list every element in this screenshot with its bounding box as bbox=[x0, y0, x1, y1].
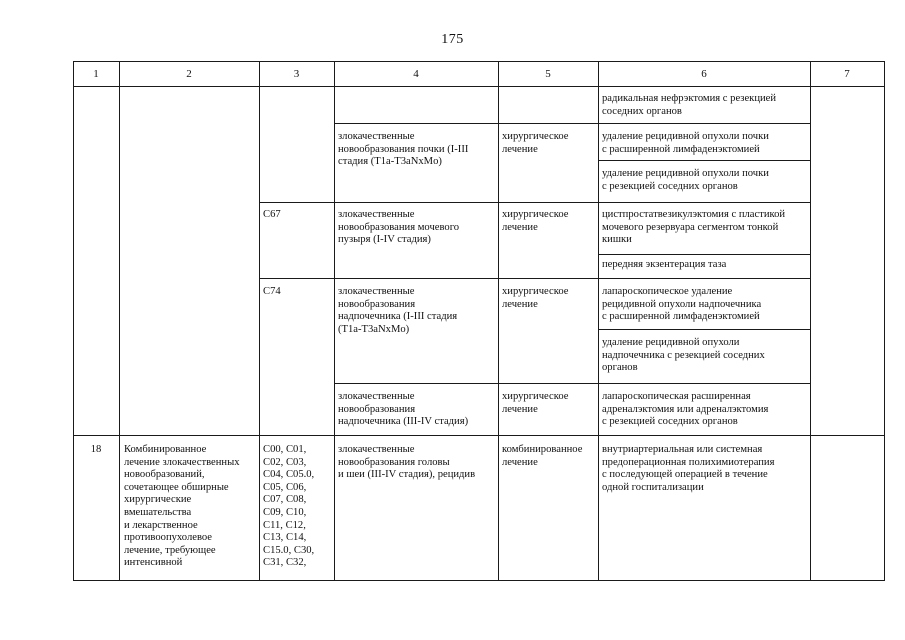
row-divider bbox=[334, 123, 810, 124]
treatment-method: передняя экзентерация таза bbox=[602, 259, 727, 270]
icd-codes: C67 bbox=[263, 209, 281, 220]
care-type: Комбинированное лечение злокачественных новообразований, сочетающее обширные хирургические вмешательства и лекарственное противоопухолевое лечение, требующее интенсивной bbox=[124, 444, 240, 569]
column-line bbox=[119, 61, 120, 581]
treatment-method: внутриартериальная или системная предоперационная полихимиотерапия с последующей операцией в течение одной госпитализации bbox=[602, 444, 775, 493]
icd-codes: C74 bbox=[263, 286, 281, 297]
diagnosis: злокачественные новообразования мочевого пузыря (I-IV стадия) bbox=[338, 209, 460, 246]
column-line bbox=[884, 61, 885, 581]
table-border-bottom bbox=[73, 580, 885, 581]
page-number: 175 bbox=[441, 32, 464, 47]
treatment-type: хирургическое лечение bbox=[502, 286, 569, 310]
row-divider bbox=[259, 202, 810, 203]
column-line bbox=[810, 61, 811, 581]
treatment-method: удаление рецидивной опухоли почки с расширенной лимфаденэктомией bbox=[602, 131, 769, 155]
diagnosis: злокачественные новообразования надпочечника (III-IV стадия) bbox=[338, 391, 469, 428]
header-cell: 2 bbox=[186, 68, 192, 80]
treatment-method: радикальная нефрэктомия с резекцией соседних органов bbox=[602, 93, 777, 117]
treatment-method: лапароскопическое удаление рецидивной опухоли надпочечника с расширенной лимфаденэктомией bbox=[602, 286, 762, 323]
diagnosis: злокачественные новообразования почки (I-III стадия (T1a-T3aNxMo) bbox=[338, 131, 469, 168]
row-divider bbox=[598, 329, 810, 330]
column-line bbox=[334, 61, 335, 581]
diagnosis: злокачественные новообразования надпочечника (I-III стадия (T1a-T3aNxMo) bbox=[338, 286, 458, 335]
row-divider bbox=[73, 435, 885, 436]
table-border-top bbox=[73, 61, 885, 62]
diagnosis: злокачественные новообразования головы и шеи (III-IV стадия), рецидив bbox=[338, 444, 476, 481]
header-cell: 7 bbox=[844, 68, 850, 80]
header-cell: 5 bbox=[545, 68, 551, 80]
header-cell: 6 bbox=[701, 68, 707, 80]
column-line bbox=[598, 61, 599, 581]
treatment-method: цистпростатвезикулэктомия с пластикой мочевого резервуара сегментом тонкой кишки bbox=[602, 209, 786, 246]
treatment-type: комбинированное лечение bbox=[502, 444, 583, 468]
icd-codes: C00, C01, C02, C03, C04, C05.0, C05, C06, C07, C08, C09, C10, C11, C12, C13, C14, C15.0, C30, C31, C32, bbox=[263, 444, 315, 569]
column-line bbox=[259, 61, 260, 581]
treatment-type: хирургическое лечение bbox=[502, 391, 569, 415]
row-divider bbox=[598, 160, 810, 161]
header-bottom-line bbox=[73, 86, 885, 87]
treatment-type: хирургическое лечение bbox=[502, 209, 569, 233]
row-divider bbox=[334, 383, 810, 384]
column-line bbox=[498, 61, 499, 581]
row-divider bbox=[259, 278, 810, 279]
header-cell: 1 bbox=[93, 68, 99, 80]
treatment-method: удаление рецидивной опухоли почки с резекцией соседних органов bbox=[602, 168, 769, 192]
treatment-type: хирургическое лечение bbox=[502, 131, 569, 155]
header-cell: 3 bbox=[293, 68, 300, 80]
row-divider bbox=[598, 254, 810, 255]
header-cell: 4 bbox=[413, 68, 419, 80]
column-line bbox=[73, 61, 74, 581]
row-number: 18 bbox=[90, 444, 102, 455]
treatment-method: удаление рецидивной опухоли надпочечника с резекцией соседних органов bbox=[602, 337, 765, 374]
treatment-method: лапароскопическая расширенная адреналэктомия или адреналэктомия с резекцией соседних органов bbox=[602, 391, 769, 428]
